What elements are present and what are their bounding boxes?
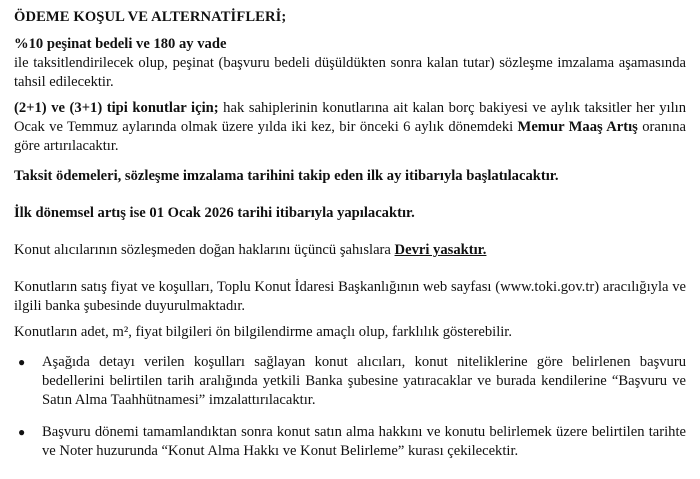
bullet-icon: ● [18,425,26,439]
first-increase-notice: İlk dönemsel artış ise 01 Ocak 2026 tarihi itibarıyla yapılacaktır. [14,205,415,221]
increase-text-before: hak sahiplerinin konutlarına ait kalan borç bakiyesi ve aylık taksitler her yılın Ocak ve Temmuz aylarında olmak üzere yılda iki kez, bir önceki 6 aylık dönemdeki [14,100,686,135]
installment-start-notice: Taksit ödemeleri, sözleşme imzalama tarihini takip eden ilk ay itibarıyla başlatılacaktır. [14,168,559,184]
down-payment-title: %10 peşinat bedeli ve 180 ay vade [14,36,227,52]
page-title: ÖDEME KOŞUL VE ALTERNATİFLERİ; [14,9,287,25]
bullet-icon: ● [18,355,26,369]
transfer-ban-emphasis: Devri yasaktır. [394,242,487,258]
down-payment-paragraph [14,35,686,92]
down-payment-text: ile taksitlendirilecek olup, peşinat (başvuru bedeli düşüldükten sonra kalan tutar) sözleşme imzalama aşamasında tahsil edilecektir. [14,55,686,90]
transfer-ban-paragraph [14,241,686,260]
announcement-paragraph: Konutların satış fiyat ve koşulları, Toplu Konut İdaresi Başkanlığının web sayfası (www.toki.gov.tr) aracılığıyla ve ilgili banka şubesinde duyurulmaktadır. [14,279,686,314]
installment-increase-paragraph [14,99,686,156]
list-item-text: Aşağıda detayı verilen koşulları sağlayan konut alıcıları, konut niteliklerine göre belirlenen başvuru bedellerini belirtilen tarih aralığında yetkili Banka şubesine yatıracaklar ve burada kendilerine “Başvuru ve Satın Alma Taahhütnamesi” imzalattırılacaktır. [42,354,686,408]
conditions-list [14,353,686,461]
disclaimer-paragraph: Konutların adet, m², fiyat bilgileri ön bilgilendirme amaçlı olup, farklılık gösterebilir. [14,324,513,340]
list-item [14,353,686,410]
transfer-text: Konut alıcılarının sözleşmeden doğan haklarını üçüncü şahıslara [14,242,395,258]
salary-increase-term: Memur Maaş Artış [517,119,638,135]
housing-type-lead: (2+1) ve (3+1) tipi konutlar için; [14,100,219,116]
list-item-text: Başvuru dönemi tamamlandıktan sonra konut satın alma hakkını ve konutu belirlemek üzere belirtilen tarihte ve Noter huzurunda “Konut Alma Hakkı ve Konut Belirleme” kurası çekilecektir. [42,424,686,459]
increase-text-after: oranına göre artırılacaktır. [14,119,686,154]
list-item [14,423,686,461]
document-page [14,8,686,461]
